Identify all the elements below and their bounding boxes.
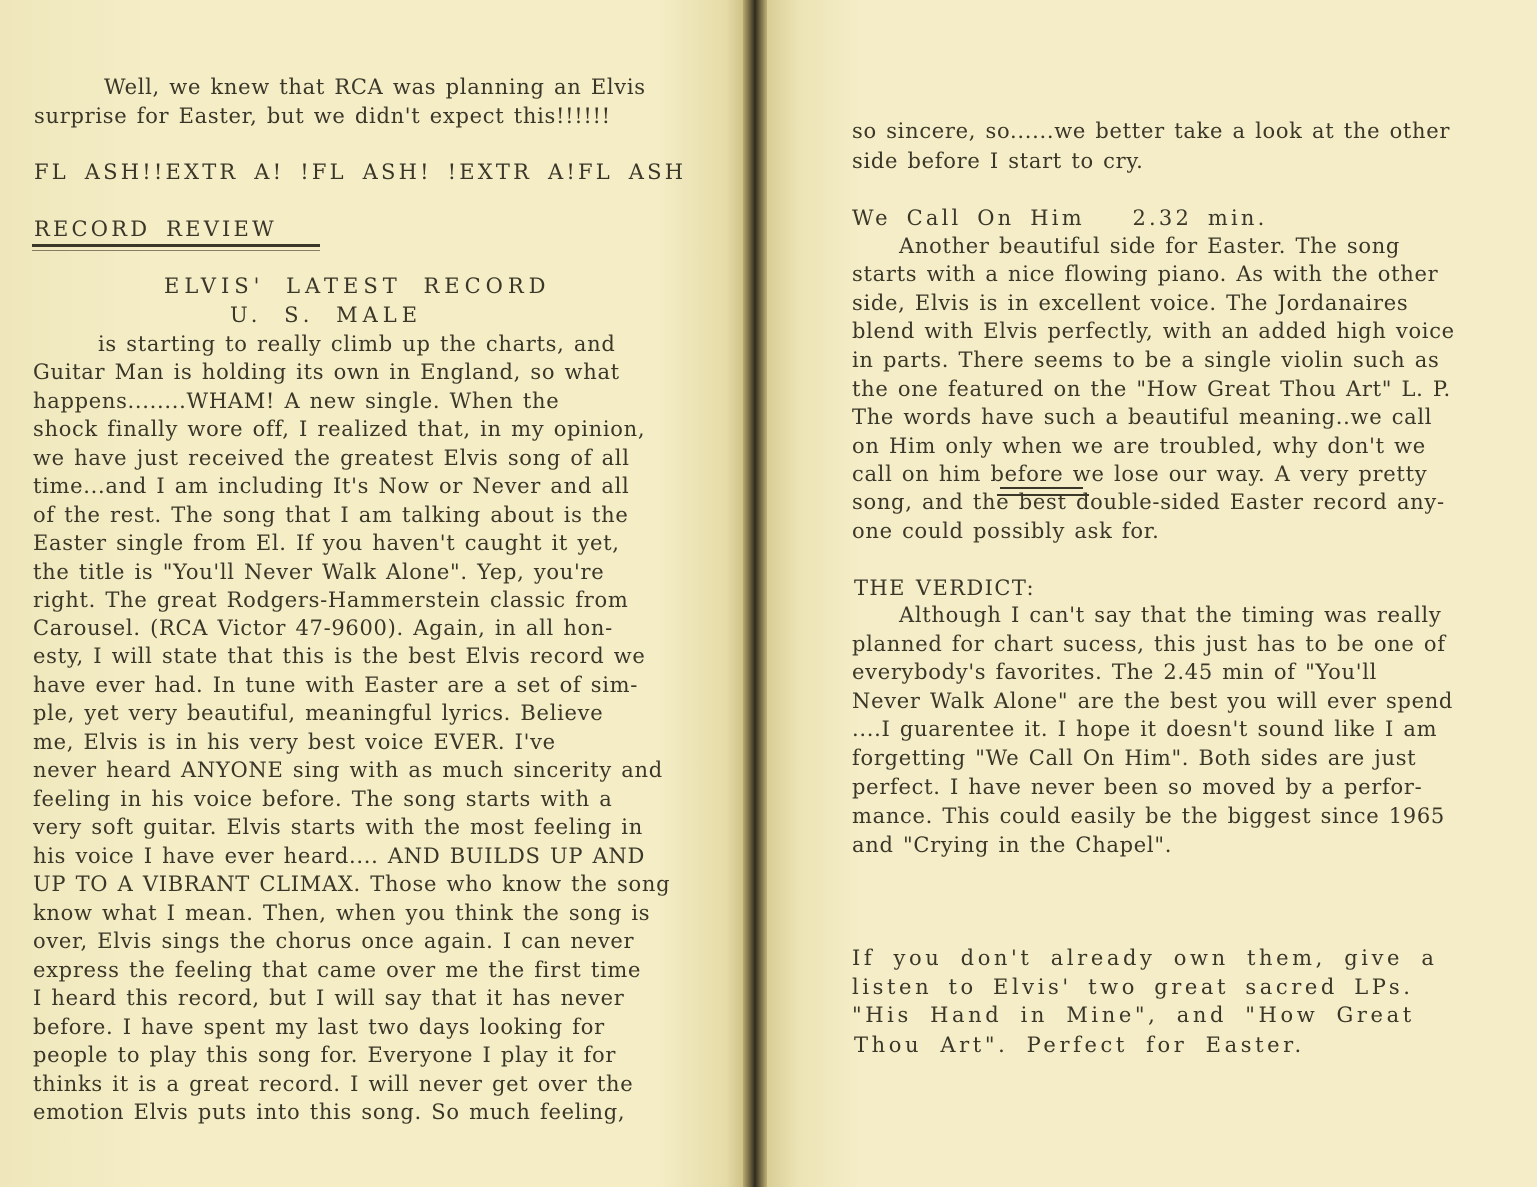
left-page [0, 0, 748, 1187]
b-side-line: side, Elvis is in excellent voice. The Jordanaires [852, 291, 1409, 315]
closing-line: listen to Elvis' two great sacred LPs. [852, 975, 1414, 999]
verdict-line: perfect. I have never been so moved by a perfor- [852, 775, 1423, 799]
intro-line: Well, we knew that RCA was planning an Elvis [104, 75, 646, 99]
b-side-line: song, and the best double-sided Easter record any- [852, 490, 1445, 514]
body-line: is starting to really climb up the charts, and [98, 332, 616, 356]
body-line: feeling in his voice before. The song starts with a [33, 787, 613, 811]
body-line: right. The great Rodgers-Hammerstein classic from [33, 588, 629, 612]
body-line: UP TO A VIBRANT CLIMAX. Those who know the song [33, 872, 671, 896]
body-line: me, Elvis is in his very best voice EVER. I've [33, 730, 556, 754]
body-line: Easter single from El. If you haven't caught it yet, [33, 531, 620, 555]
b-side-line: in parts. There seems to be a single violin such as [852, 348, 1440, 372]
verdict-line: Although I can't say that the timing was really [899, 603, 1442, 627]
b-side-line: one could possibly ask for. [852, 519, 1160, 543]
b-side-line: blend with Elvis perfectly, with an added high voice [852, 319, 1455, 343]
body-line: know what I mean. Then, when you think the song is [33, 901, 651, 925]
b-side-title: We Call On Him 2.32 min. [852, 206, 1268, 230]
section-heading: RECORD REVIEW [34, 217, 277, 241]
body-line: have ever had. In tune with Easter are a set of sim- [33, 673, 639, 697]
body-line: thinks it is a great record. I will never get over the [33, 1072, 634, 1096]
body-line: esty, I will state that this is the best Elvis record we [33, 644, 646, 668]
verdict-line: planned for chart sucess, this just has to be one of [852, 632, 1446, 656]
verdict-line: forgetting "We Call On Him". Both sides are just [852, 746, 1417, 770]
body-line: express the feeling that came over me the first time [33, 958, 642, 982]
record-subtitle: U. S. MALE [230, 303, 423, 327]
verdict-line: mance. This could easily be the biggest since 1965 [852, 804, 1445, 828]
verdict-heading: THE VERDICT: [854, 576, 1035, 600]
body-line: we have just received the greatest Elvis song of all [33, 446, 630, 470]
body-line: of the rest. The song that I am talking about is the [33, 503, 629, 527]
body-line: Guitar Man is holding its own in England, so what [33, 360, 620, 384]
heading-underline [32, 250, 320, 251]
record-title: ELVIS' LATEST RECORD [164, 274, 551, 298]
b-side-line: call on him before we lose our way. A very pretty [852, 462, 1428, 486]
verdict-line: Never Walk Alone" are the best you will ever spend [852, 689, 1454, 713]
continuation-line: so sincere, so......we better take a look at the other [852, 119, 1451, 143]
verdict-line: ....I guarentee it. I hope it doesn't sound like I am [852, 717, 1438, 741]
b-side-line: The words have such a beautiful meaning..we call [852, 405, 1433, 429]
verdict-line: everybody's favorites. The 2.45 min of "You'll [852, 660, 1378, 684]
flash-banner: FL ASH!!EXTR A! !FL ASH! !EXTR A!FL ASH [34, 160, 687, 184]
verdict-line: and "Crying in the Chapel". [852, 833, 1173, 857]
closing-line: "His Hand in Mine", and "How Great [852, 1003, 1415, 1027]
body-line: emotion Elvis puts into this song. So much feeling, [33, 1100, 626, 1124]
right-page [767, 0, 1537, 1187]
closing-line: If you don't already own them, give a [852, 946, 1438, 970]
body-line: ple, yet very beautiful, meaningful lyrics. Believe [33, 701, 604, 725]
heading-underline [32, 244, 320, 247]
body-line: I heard this record, but I will say that it has never [33, 986, 625, 1010]
closing-line: Thou Art". Perfect for Easter. [854, 1033, 1305, 1057]
b-side-line: the one featured on the "How Great Thou Art" L. P. [852, 377, 1451, 401]
book-gutter [743, 0, 767, 1187]
body-line: people to play this song for. Everyone I play it for [33, 1043, 617, 1067]
body-line: before. I have spent my last two days looking for [33, 1015, 605, 1039]
body-line: very soft guitar. Elvis starts with the most feeling in [33, 815, 643, 839]
b-side-line: Another beautiful side for Easter. The song [899, 234, 1401, 258]
body-line: over, Elvis sings the chorus once again. I can never [33, 929, 635, 953]
body-line: his voice I have ever heard.... AND BUILDS UP AND [33, 844, 646, 868]
body-line: Carousel. (RCA Victor 47-9600). Again, in all hon- [33, 616, 613, 640]
body-line: never heard ANYONE sing with as much sincerity and [33, 758, 663, 782]
body-line: the title is "You'll Never Walk Alone". Yep, you're [33, 560, 605, 584]
body-line: shock finally wore off, I realized that, in my opinion, [33, 417, 646, 441]
b-side-line: starts with a nice flowing piano. As with the other [852, 262, 1439, 286]
continuation-line: side before I start to cry. [852, 149, 1144, 173]
b-side-line: on Him only when we are troubled, why don't we [852, 434, 1426, 458]
body-line: time...and I am including It's Now or Never and all [33, 474, 630, 498]
intro-line: surprise for Easter, but we didn't expect this!!!!!! [34, 104, 611, 128]
body-line: happens........WHAM! A new single. When the [33, 389, 560, 413]
